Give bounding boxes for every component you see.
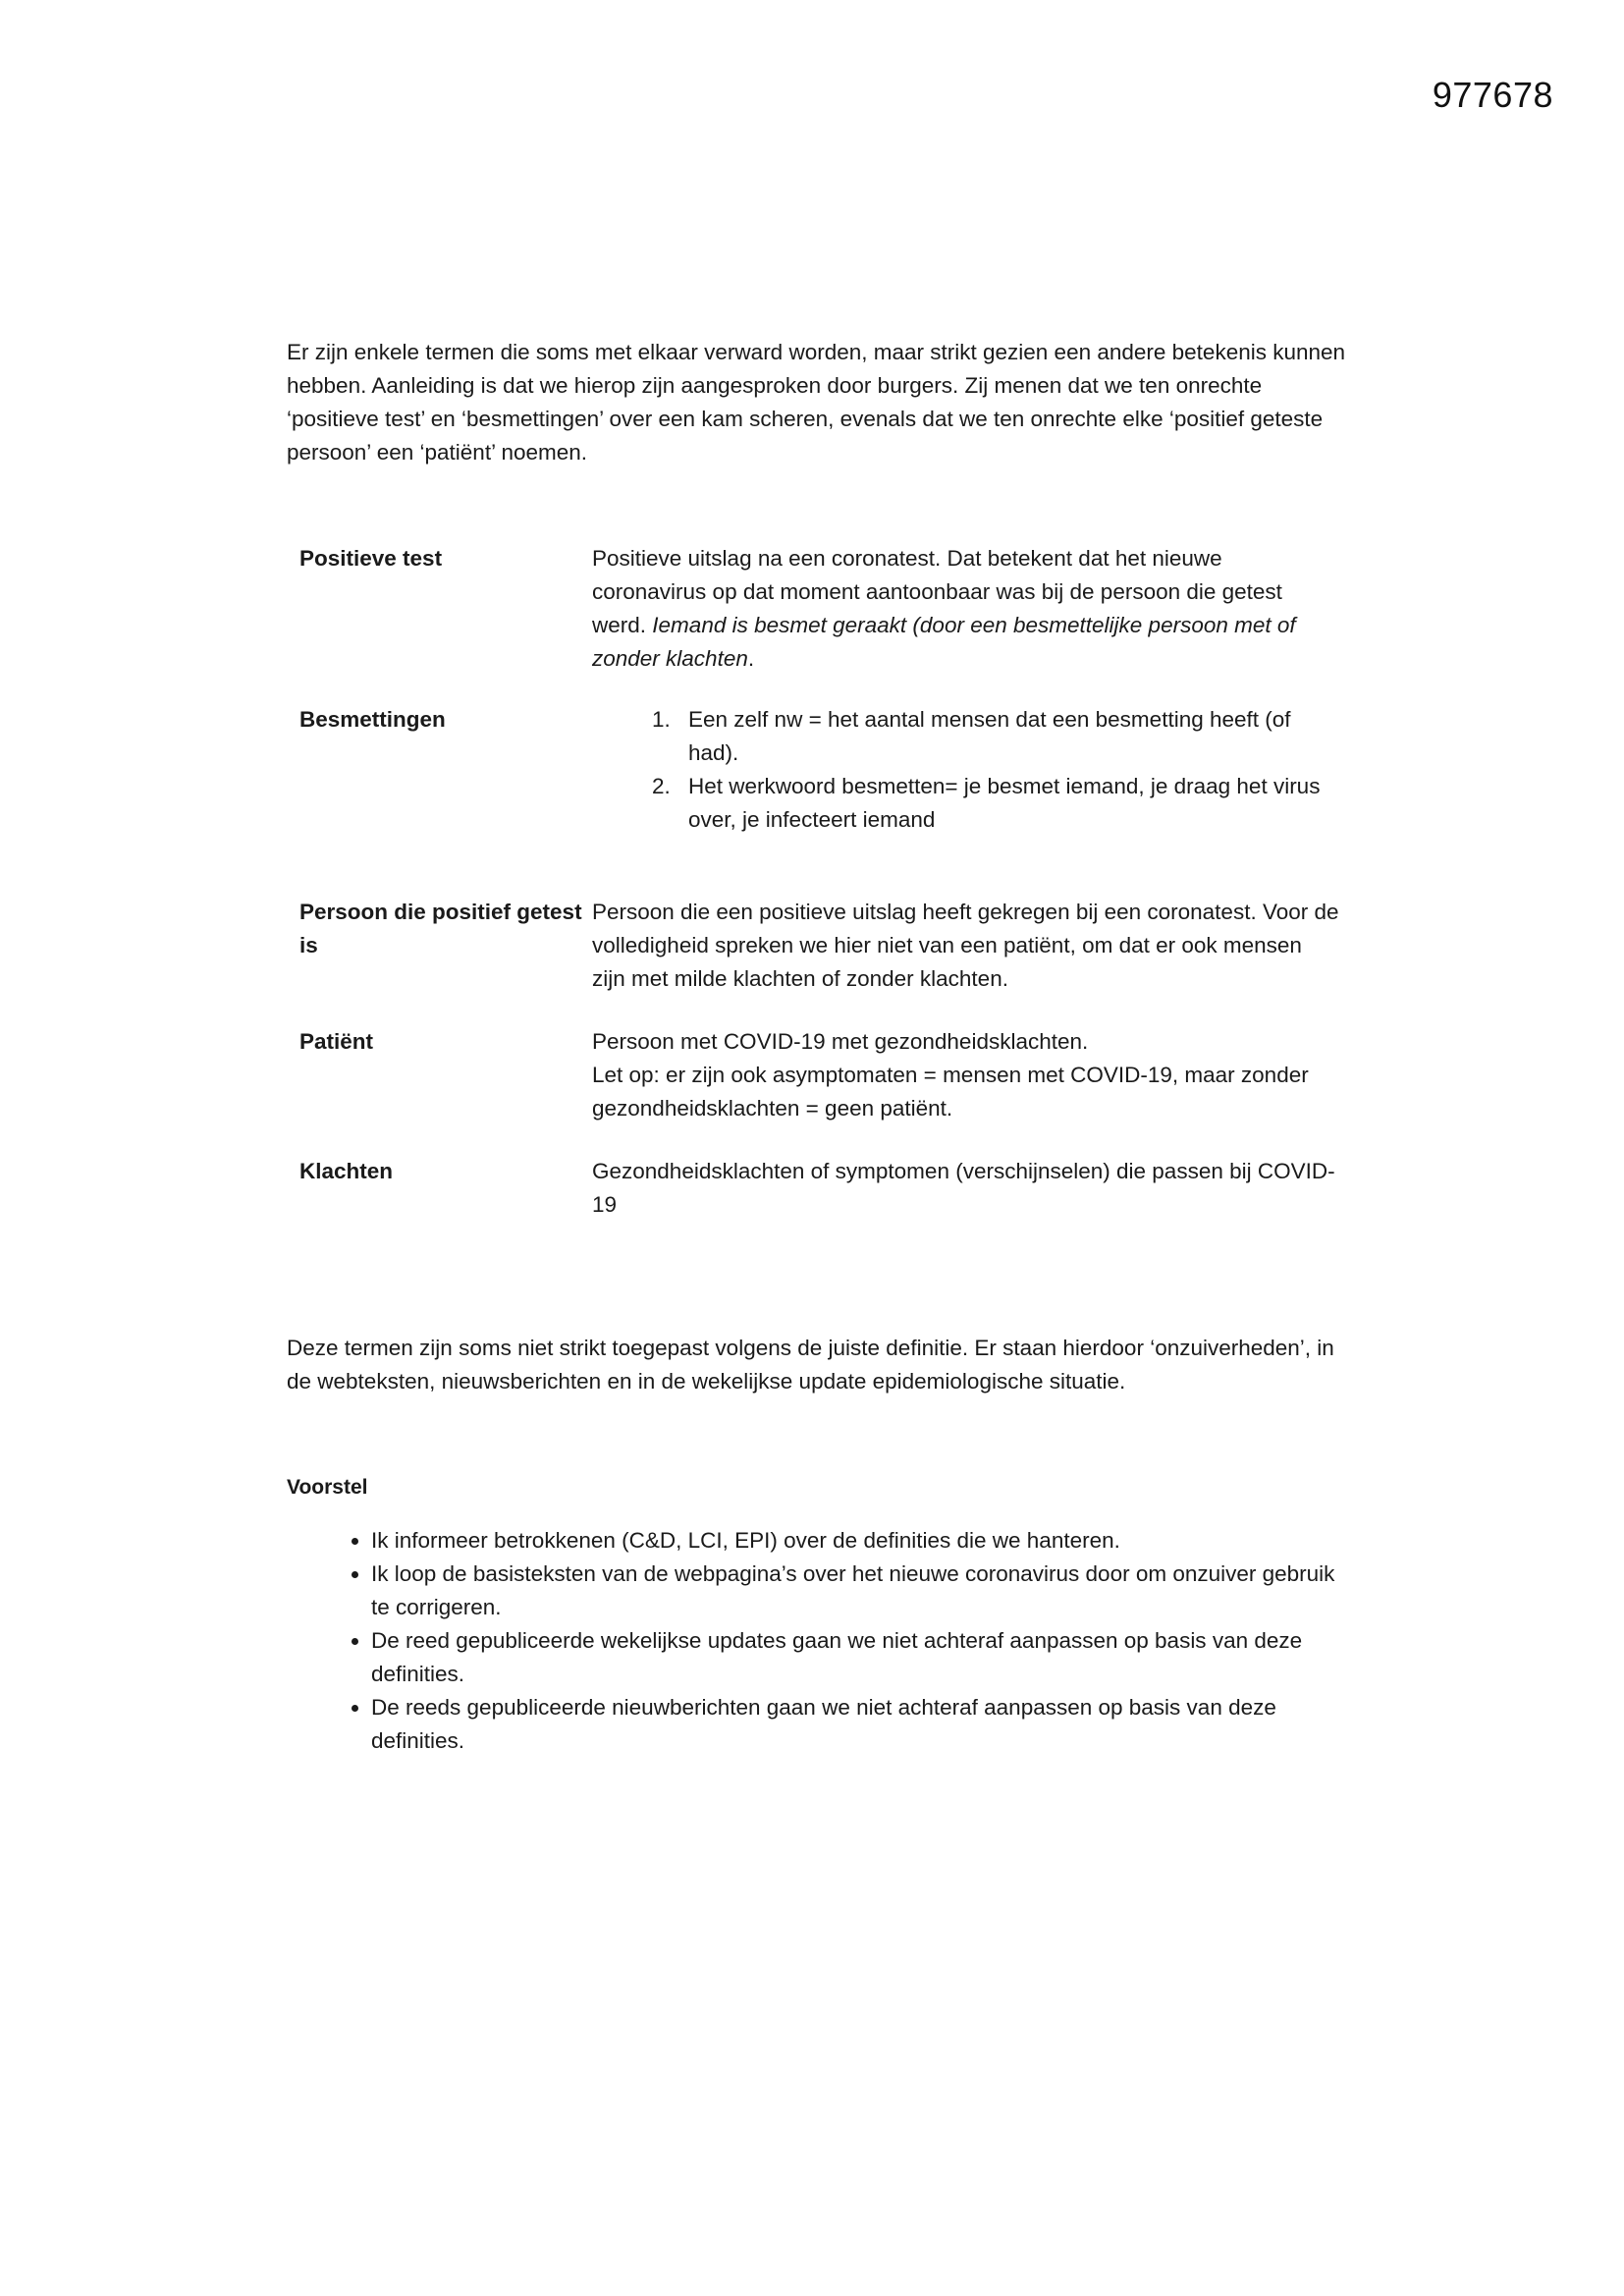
definition-line: Let op: er zijn ook asymptomaten = mensen met COVID-19, maar zonder gezondheidsklachten = geen patiënt. [592, 1063, 1309, 1121]
definition-line: Persoon met COVID-19 met gezondheidsklachten. [592, 1029, 1089, 1054]
term-row [299, 1155, 1340, 1222]
numbered-list [592, 703, 1340, 837]
document-body [287, 336, 1357, 1758]
list-item: 1. Een zelf nw = het aantal mensen dat een besmetting heeft (of had). [677, 703, 1340, 770]
definition-end: . [747, 646, 755, 671]
term-definition [592, 542, 1340, 703]
term-row [299, 1025, 1340, 1155]
list-item: • De reed gepubliceerde wekelijkse updates gaan we niet achteraf aanpassen op basis van deze definities. [371, 1624, 1357, 1691]
list-item: 2. Het werkwoord besmetten= je besmet iemand, je draag het virus over, je infecteert iemand [677, 770, 1340, 837]
term-label: Patiënt [299, 1029, 374, 1054]
term-row [299, 542, 1340, 703]
closing-paragraph: Deze termen zijn soms niet strikt toegepast volgens de juiste definitie. Er staan hierdoor ‘onzuiverheden’, in de webteksten, nieuwsberichten en in de wekelijkse update epidemiologische situatie. [287, 1336, 1334, 1394]
proposal-list [287, 1524, 1357, 1758]
list-item: • Ik loop de basisteksten van de webpagina’s over het nieuwe coronavirus door om onzuiver gebruik te corrigeren. [371, 1558, 1357, 1624]
list-item: • De reeds gepubliceerde nieuwberichten gaan we niet achteraf aanpassen op basis van deze definities. [371, 1691, 1357, 1758]
definition-text: Positieve uitslag na een coronatest. Dat betekent dat het nieuwe coronavirus op dat moment aantoonbaar was bij de persoon die getest werd. [592, 546, 1282, 637]
term-row [299, 896, 1340, 1025]
term-label: Klachten [299, 1159, 394, 1183]
term-definition [592, 1025, 1340, 1155]
term-label: Persoon die positief getest is [299, 900, 582, 957]
definition-italic-text: Iemand is besmet geraakt (door een besmettelijke persoon met of zonder klachten [592, 613, 1296, 671]
term-label: Besmettingen [299, 707, 446, 732]
term-definition [592, 703, 1340, 896]
term-row [299, 703, 1340, 896]
intro-paragraph: Er zijn enkele termen die soms met elkaar verward worden, maar strikt gezien een andere betekenis kunnen hebben. Aanleiding is dat we hierop zijn aangesproken door burgers. Zij menen dat we ten onrechte ‘positieve test’ en ‘besmettingen’ over een kam scheren, evenals dat we ten onrechte elke ‘positief geteste persoon’ een ‘patiënt’ noemen. [287, 340, 1346, 465]
proposal-heading: Voorstel [287, 1476, 368, 1499]
list-item: • Ik informeer betrokkenen (C&D, LCI, EPI) over de definities die we hanteren. [371, 1524, 1357, 1558]
term-definition: Persoon die een positieve uitslag heeft gekregen bij een coronatest. Voor de volledigheid spreken we hier niet van een patiënt, om dat er ook mensen zijn met milde klachten of zonder klachten. [592, 900, 1339, 991]
terms-table [299, 542, 1340, 1222]
document-id: 977678 [1432, 75, 1553, 115]
term-definition: Gezondheidsklachten of symptomen (verschijnselen) die passen bij COVID-19 [592, 1159, 1335, 1217]
term-label: Positieve test [299, 546, 443, 571]
